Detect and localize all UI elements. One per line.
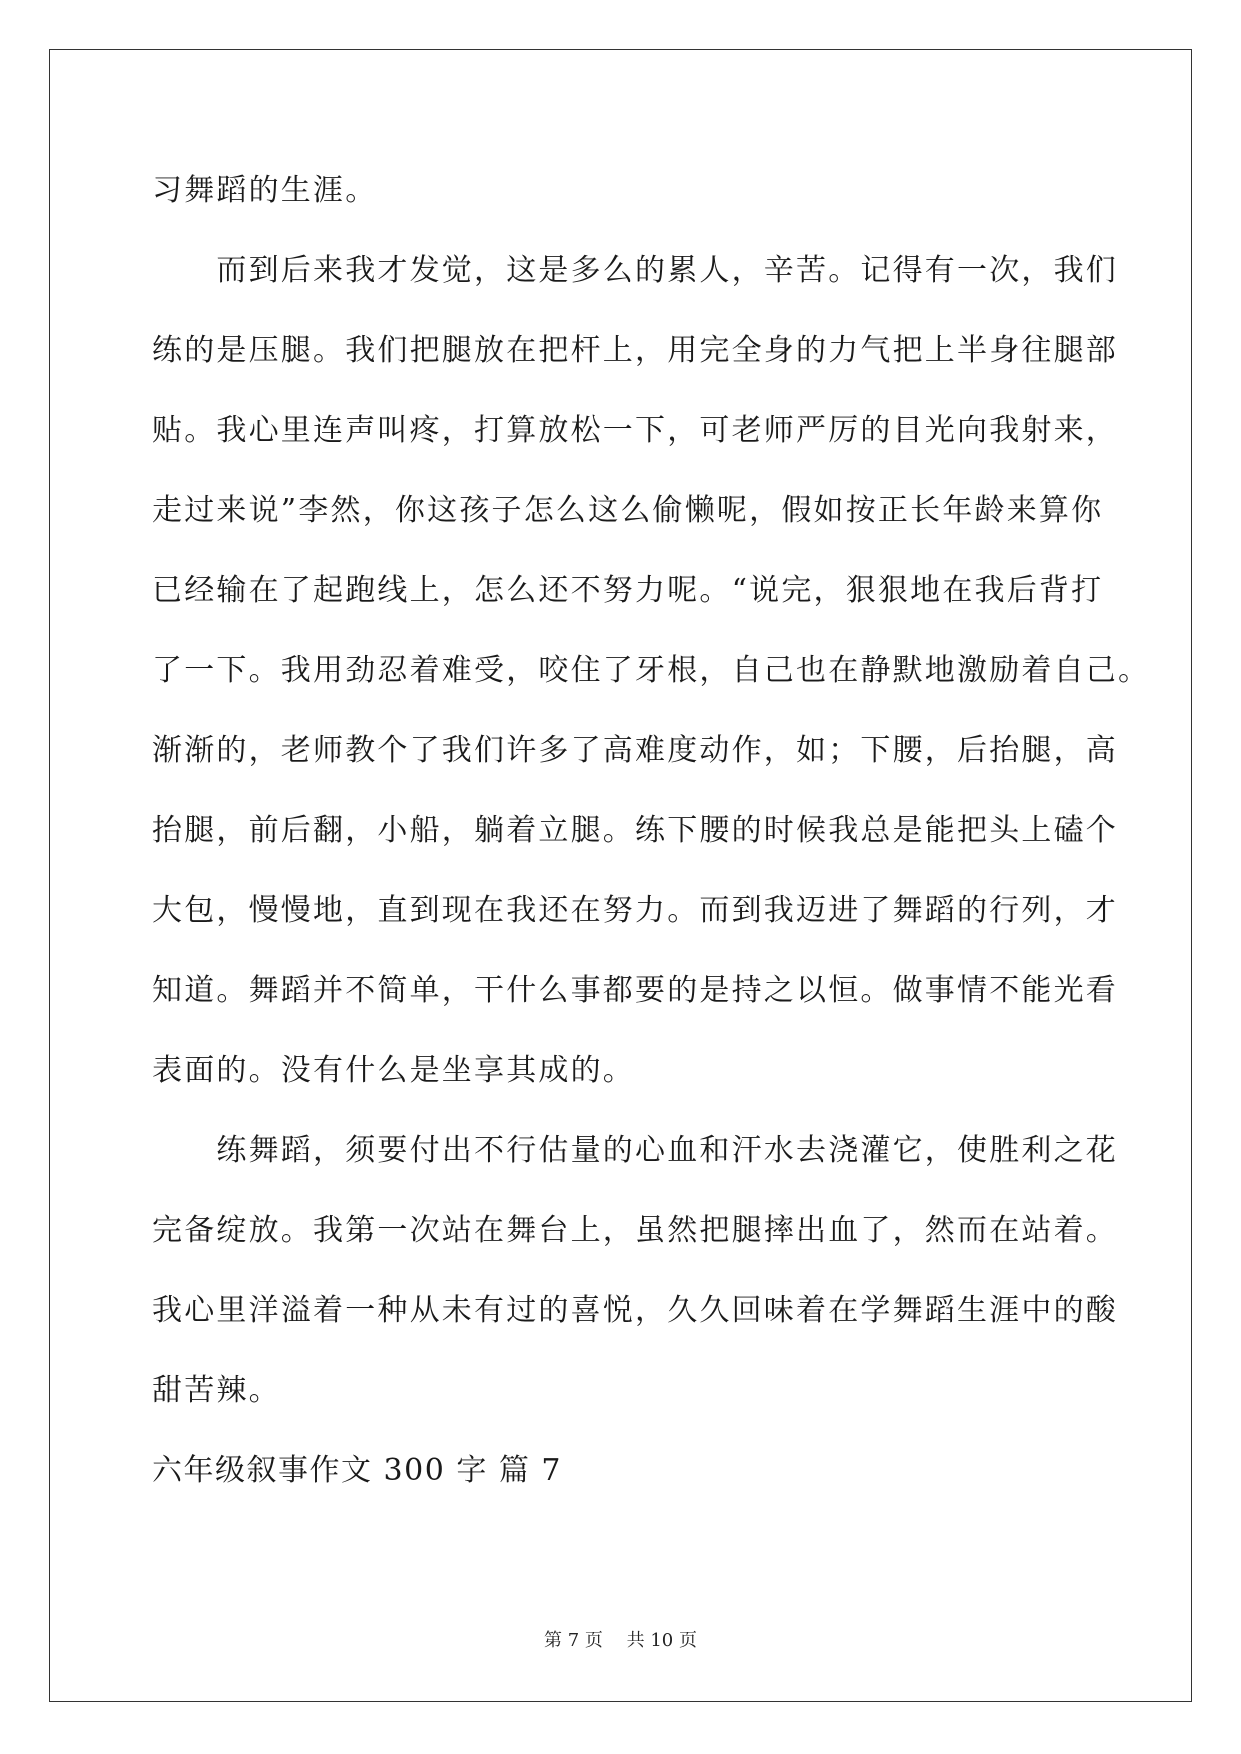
section-heading: 六年级叙事作文 300 字 篇 7 [152,1453,562,1488]
body-line-9: 抬腿，前后翻，小船，躺着立腿。练下腰的时候我总是能把头上磕个 [152,813,1118,848]
body-line-6: 已经输在了起跑线上，怎么还不努力呢。“说完，狠狠地在我后背打 [152,573,1104,608]
body-line-8: 渐渐的，老师教个了我们许多了高难度动作，如；下腰，后抬腿，高 [152,733,1118,768]
body-line-11: 知道。舞蹈并不简单，干什么事都要的是持之以恒。做事情不能光看 [152,973,1118,1008]
body-line-10: 大包，慢慢地，直到现在我还在努力。而到我迈进了舞蹈的行列，才 [152,893,1118,928]
body-line-3: 练的是压腿。我们把腿放在把杆上，用完全身的力气把上半身往腿部 [152,333,1118,368]
body-line-12: 表面的。没有什么是坐享其成的。 [152,1053,635,1088]
body-line-14: 完备绽放。我第一次站在舞台上，虽然把腿摔出血了，然而在站着。 [152,1213,1118,1248]
body-line-2: 而到后来我才发觉，这是多么的累人，辛苦。记得有一次，我们 [152,253,1118,288]
body-line-1: 习舞蹈的生涯。 [152,173,378,208]
body-line-7: 了一下。我用劲忍着难受，咬住了牙根，自己也在静默地激励着自己。 [152,653,1151,688]
body-line-4: 贴。我心里连声叫疼，打算放松一下，可老师严厉的目光向我射来， [152,413,1118,448]
page-footer: 第 7 页 共 10 页 [544,1630,697,1651]
body-line-13: 练舞蹈，须要付出不行估量的心血和汗水去浇灌它，使胜利之花 [152,1133,1118,1168]
body-line-15: 我心里洋溢着一种从未有过的喜悦，久久回味着在学舞蹈生涯中的酸 [152,1293,1118,1328]
body-line-5: 走过来说”李然，你这孩子怎么这么偷懒呢，假如按正长年龄来算你 [152,493,1104,528]
body-line-16: 甜苦辣。 [152,1373,281,1408]
